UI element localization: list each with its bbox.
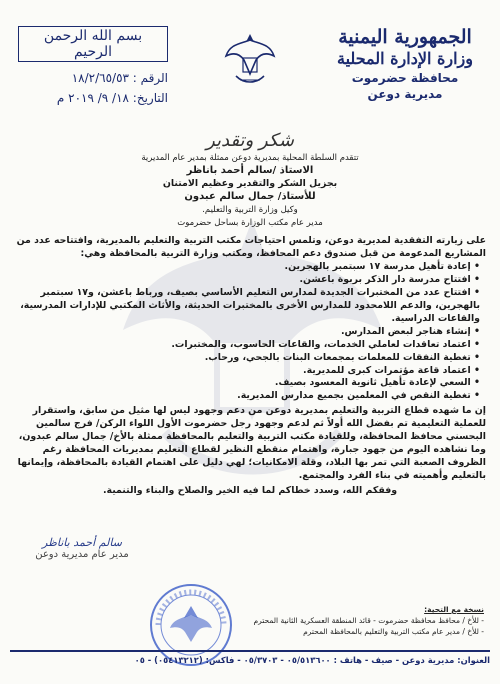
projects-list <box>14 261 486 403</box>
list-item: • تغطية النقص في المعلمين بجميع مدارس المديرية. <box>237 390 480 402</box>
header-right <box>330 26 480 102</box>
ministry-name: وزارة الإدارة المحلية <box>337 49 473 68</box>
list-item: • اعتماد قاعة مؤتمرات كبرى للمديرية. <box>303 364 480 376</box>
letter-date <box>18 88 168 108</box>
copies-line: - للأخ / مدير عام مكتب التربية والتعليم بالمحافظة المحترم <box>303 627 484 636</box>
list-item: • السعي لإعادة تأهيل ثانوية المعسود بصيف. <box>274 377 480 389</box>
body-paragraph: على زيارته التفقدية لمديرية دوعن، وتلمس احتياجات مكتب التربية والتعليم بالمديرية، وافتتاحه عدد من المشاريع المدعومة من قبل صندوق دعم المحافظ، ومكتب وزارة التربية بالمحافظة وهي: <box>16 235 486 260</box>
signature-name: سالم أحمد باناظر <box>42 536 122 549</box>
intro-line: تتقدم السلطة المحلية بمديرية دوعن ممثلة بمدير عام المديرية <box>141 153 359 163</box>
list-item: • تغطية النفقات للمعلمات بمجمعات البنات بالجحي، ورحاب. <box>204 351 480 363</box>
prayer-line: وفقكم الله، وسدد خطاكم لما فيه الخير والصلاح والبناء والتنمية. <box>102 484 398 496</box>
copies-line: - للأخ / محافظ محافظة حضرموت - قائد المنطقة العسكرية الثانية المحترم <box>253 616 484 625</box>
recipient2-name: للأستاذ/ جمال سالم عبدون <box>184 190 316 202</box>
governorate-name: محافظة حضرموت <box>351 71 459 85</box>
footer-address: العنوان: مديرية دوعن - صيف - هاتف : ٠٥/٥١٣٦٠٠ - ٠٥/٣٧٠٣ - فاكس: (٠٥٤١٣٢١٢) - ٠٥ <box>10 650 490 665</box>
reference-number <box>18 68 168 88</box>
copies-label: نسخة مع التحية: <box>424 605 484 614</box>
list-item: • إعادة تأهيل مدرسة ١٧ سبتمبر بالهجرين. <box>284 261 480 273</box>
district-name: مديرية دوعن <box>367 87 443 101</box>
list-item: • افتتاح مدرسة دار الذكر بربوة باعشن. <box>299 274 480 286</box>
list-item: • افتتاح عدد من المختبرات الجديدة لمدارس التعليم الأساسي بصيف، ورباط باعشن، و١٧ سبتمبر بالهجرين، والدعم اللامحدود للمدارس الأخرى بالمختبرات الحديثة، والأثاث المكتبي للإدارات المدرسية، والقاعات الدراسية. <box>20 287 480 324</box>
copies-block <box>234 604 484 637</box>
recipient2-title1: وكيل وزارة التربية والتعليم. <box>202 204 298 215</box>
number-value: ١٨/٢/٦٥/٥٣ <box>71 71 129 85</box>
letter-title: شكر وتقدير <box>206 130 294 151</box>
signature-block <box>22 536 142 560</box>
thanks-line: بجزيل الشكر والتقدير وعظيم الامتنان <box>162 177 338 189</box>
eagle-emblem-icon <box>224 30 276 90</box>
closing-paragraph: إن ما شهده قطاع التربية والتعليم بمديرية دوعن من دعم وجهود ليس لها مثيل من سابق، واستقرار للعملية التعليمية تم بفضل الله أولاً ثم لدعم وجهود رجل حضرموت الأول اللواء الركن/ فرج سالمين البحسني محافظ المحافظة، وللقيادة مكتب التربية والتعليم بالمحافظة ممثلة بالأخ/ جمال سالم عبدون، وما نشاهده اليوم من جهود جبارة، واهتمام منقطع النظير لقطاع التعليم بمديريات المحافظة رغم الظروف الصعبة التي تمر بها البلاد، وقلة الامكانيات؛ لهي دليل على اهتمام القيادة بالمحافظة، وإيمانها بالتعليم وأهميته في بناء الفرد والمجتمع. <box>17 405 486 481</box>
signature-title: مدير عام مديرية دوعن <box>35 549 129 560</box>
letter-body <box>14 152 486 498</box>
date-value: ١٨/ ٩/ ٢٠١٩ م <box>56 91 129 105</box>
basmala: بسم الله الرحمن الرحيم <box>18 26 168 62</box>
number-label: الرقم : <box>132 71 168 85</box>
list-item: • إنشاء هناجر لبعض المدارس. <box>340 325 480 337</box>
date-label: التاريخ: <box>132 91 168 105</box>
republic-name: الجمهورية اليمنية <box>338 26 472 48</box>
header-left <box>18 26 168 108</box>
recipient1-name: الاستاذ /سالم أحمد باناظر <box>186 164 314 176</box>
list-item: • اعتماد تعاقدات لعاملي الخدمات، والقاعات الحاسوب، والمختبرات. <box>171 338 480 350</box>
recipient2-title2: مدير عام مكتب الوزارة بساحل حضرموت <box>177 217 323 228</box>
